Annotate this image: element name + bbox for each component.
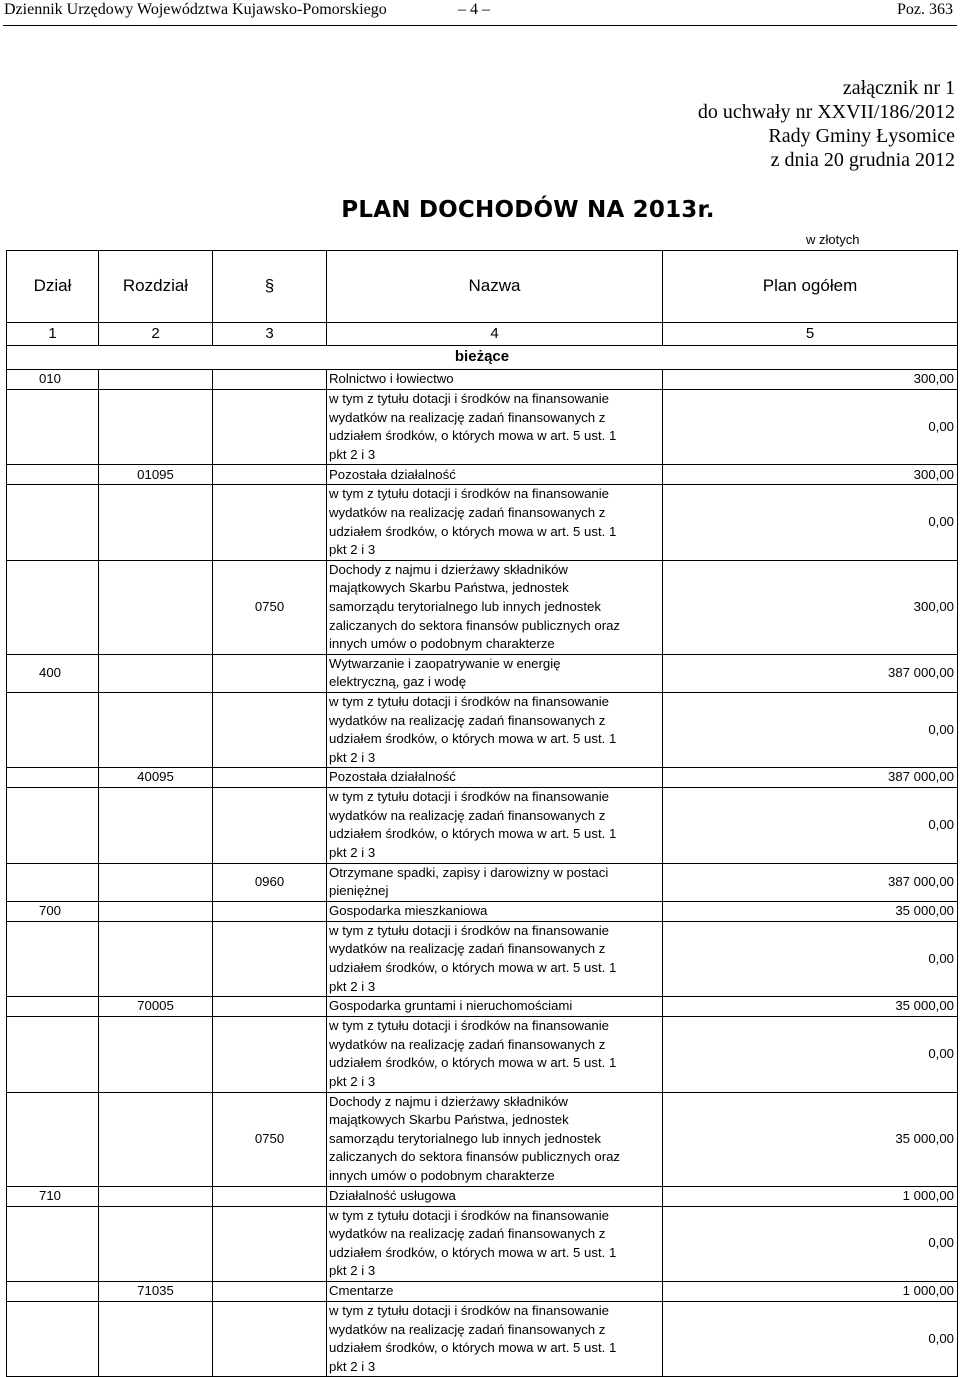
nazwa-cell bbox=[327, 1281, 663, 1301]
dzial-cell bbox=[7, 1301, 99, 1376]
page-number: – 4 – bbox=[458, 1, 490, 18]
dzial-cell bbox=[7, 921, 99, 996]
rozdzial-cell bbox=[99, 390, 213, 465]
nazwa-line: udziałem środków, o których mowa w art. 5 ust. 1 bbox=[329, 428, 617, 444]
nazwa-line: majątkowych Skarbu Państwa, jednostek bbox=[329, 1112, 569, 1128]
paragraf-cell bbox=[213, 997, 327, 1017]
nazwa-line: w tym z tytułu dotacji i środków na finansowanie bbox=[329, 1018, 609, 1034]
rozdzial-cell bbox=[99, 921, 213, 996]
dzial-cell bbox=[7, 485, 99, 560]
plan-amount-cell: 0,00 bbox=[663, 1301, 958, 1376]
nazwa-line: udziałem środków, o których mowa w art. 5 ust. 1 bbox=[329, 960, 617, 976]
paragraf-cell bbox=[213, 921, 327, 996]
dzial-cell: 700 bbox=[7, 901, 99, 921]
nazwa-line: innych umów o podobnym charakterze bbox=[329, 1167, 555, 1183]
paragraf-cell bbox=[213, 485, 327, 560]
nazwa-line: zaliczanych do sektora finansów publicznych oraz bbox=[329, 1149, 621, 1165]
paragraf-cell bbox=[213, 768, 327, 788]
nazwa-cell bbox=[327, 485, 663, 560]
dzial-cell bbox=[7, 1206, 99, 1281]
table-row bbox=[7, 370, 958, 390]
nazwa-line: pkt 2 i 3 bbox=[329, 1263, 376, 1279]
table-row bbox=[7, 997, 958, 1017]
nazwa-line: wydatków na realizację zadań finansowanych z bbox=[329, 712, 606, 728]
nazwa-line: Pozostała działalność bbox=[329, 769, 456, 785]
annex-line-4: z dnia 20 grudnia 2012 bbox=[770, 149, 955, 171]
nazwa-line: udziałem środków, o których mowa w art. 5 ust. 1 bbox=[329, 1244, 617, 1260]
paragraf-cell bbox=[213, 370, 327, 390]
nazwa-line: w tym z tytułu dotacji i środków na finansowanie bbox=[329, 789, 609, 805]
header-plan: Plan ogółem bbox=[663, 251, 958, 323]
nazwa-cell bbox=[327, 1301, 663, 1376]
nazwa-line: wydatków na realizację zadań finansowanych z bbox=[329, 409, 606, 425]
plan-amount-cell: 1 000,00 bbox=[663, 1186, 958, 1206]
annex-line-1: załącznik nr 1 bbox=[842, 77, 955, 99]
dzial-cell bbox=[7, 788, 99, 863]
table-row bbox=[7, 560, 958, 654]
table-row bbox=[7, 863, 958, 901]
table-header-row bbox=[7, 251, 958, 323]
nazwa-line: udziałem środków, o których mowa w art. 5 ust. 1 bbox=[329, 1055, 617, 1071]
paragraf-cell bbox=[213, 390, 327, 465]
nazwa-line: pkt 2 i 3 bbox=[329, 1074, 376, 1089]
nazwa-cell bbox=[327, 768, 663, 788]
dzial-cell bbox=[7, 692, 99, 767]
nazwa-line: Wytwarzanie i zaopatrywanie w energię bbox=[329, 655, 561, 671]
paragraf-cell bbox=[213, 1017, 327, 1092]
rozdzial-cell: 01095 bbox=[99, 465, 213, 485]
table-row bbox=[7, 1092, 958, 1186]
plan-amount-cell: 0,00 bbox=[663, 485, 958, 560]
table-row bbox=[7, 1281, 958, 1301]
plan-amount-cell: 387 000,00 bbox=[663, 654, 958, 692]
table-row bbox=[7, 485, 958, 560]
income-plan-table bbox=[6, 250, 958, 1377]
nazwa-line: wydatków na realizację zadań finansowanych z bbox=[329, 1226, 606, 1242]
nazwa-line: pkt 2 i 3 bbox=[329, 446, 376, 462]
nazwa-line: elektryczną, gaz i wodę bbox=[329, 674, 467, 690]
nazwa-line: Cmentarze bbox=[329, 1283, 394, 1299]
dzial-cell bbox=[7, 465, 99, 485]
paragraf-cell bbox=[213, 1301, 327, 1376]
document-title: PLAN DOCHODÓW NA 2013r. bbox=[341, 197, 715, 223]
dzial-cell bbox=[7, 1092, 99, 1186]
section-row bbox=[7, 346, 958, 370]
rozdzial-cell bbox=[99, 654, 213, 692]
nazwa-cell bbox=[327, 1017, 663, 1092]
plan-amount-cell: 0,00 bbox=[663, 692, 958, 767]
rozdzial-cell bbox=[99, 692, 213, 767]
column-number: 1 bbox=[7, 323, 99, 346]
nazwa-cell bbox=[327, 465, 663, 485]
table-row bbox=[7, 465, 958, 485]
rozdzial-cell bbox=[99, 1206, 213, 1281]
header-nazwa: Nazwa bbox=[327, 251, 663, 323]
dzial-cell bbox=[7, 1281, 99, 1301]
table-row bbox=[7, 1017, 958, 1092]
column-number: 3 bbox=[213, 323, 327, 346]
rozdzial-cell: 70005 bbox=[99, 997, 213, 1017]
nazwa-cell bbox=[327, 788, 663, 863]
dzial-cell bbox=[7, 390, 99, 465]
nazwa-line: w tym z tytułu dotacji i środków na finansowanie bbox=[329, 693, 609, 709]
nazwa-cell bbox=[327, 1186, 663, 1206]
rozdzial-cell bbox=[99, 1186, 213, 1206]
rozdzial-cell bbox=[99, 485, 213, 560]
nazwa-line: samorządu terytorialnego lub innych jednostek bbox=[329, 598, 601, 614]
table-row bbox=[7, 1301, 958, 1376]
nazwa-cell bbox=[327, 863, 663, 901]
rozdzial-cell bbox=[99, 901, 213, 921]
journal-name: Dziennik Urzędowy Województwa Kujawsko-Pomorskiego bbox=[4, 1, 387, 18]
table-row bbox=[7, 692, 958, 767]
plan-amount-cell: 0,00 bbox=[663, 1206, 958, 1281]
dzial-cell bbox=[7, 1017, 99, 1092]
rozdzial-cell: 40095 bbox=[99, 768, 213, 788]
paragraf-cell bbox=[213, 788, 327, 863]
dzial-cell bbox=[7, 863, 99, 901]
nazwa-line: wydatków na realizację zadań finansowanych z bbox=[329, 1036, 606, 1052]
rozdzial-cell: 71035 bbox=[99, 1281, 213, 1301]
paragraf-cell bbox=[213, 692, 327, 767]
nazwa-line: wydatków na realizację zadań finansowanych z bbox=[329, 807, 606, 823]
nazwa-line: Otrzymane spadki, zapisy i darowizny w postaci bbox=[329, 864, 609, 880]
table-row bbox=[7, 901, 958, 921]
nazwa-cell bbox=[327, 370, 663, 390]
nazwa-line: w tym z tytułu dotacji i środków na finansowanie bbox=[329, 1302, 609, 1318]
paragraf-cell bbox=[213, 1186, 327, 1206]
nazwa-cell bbox=[327, 654, 663, 692]
table-row bbox=[7, 1186, 958, 1206]
nazwa-line: w tym z tytułu dotacji i środków na finansowanie bbox=[329, 922, 609, 938]
rozdzial-cell bbox=[99, 1301, 213, 1376]
table-row bbox=[7, 654, 958, 692]
plan-amount-cell: 0,00 bbox=[663, 1017, 958, 1092]
rozdzial-cell bbox=[99, 863, 213, 901]
table-row bbox=[7, 788, 958, 863]
nazwa-line: Dochody z najmu i dzierżawy składników bbox=[329, 561, 568, 577]
table-row bbox=[7, 921, 958, 996]
nazwa-line: majątkowych Skarbu Państwa, jednostek bbox=[329, 580, 569, 596]
plan-amount-cell: 300,00 bbox=[663, 560, 958, 654]
page-header bbox=[0, 0, 960, 27]
dzial-cell bbox=[7, 768, 99, 788]
paragraf-cell bbox=[213, 1206, 327, 1281]
paragraf-cell bbox=[213, 465, 327, 485]
table-row bbox=[7, 768, 958, 788]
header-rule bbox=[3, 25, 957, 26]
header-paragraf: § bbox=[213, 251, 327, 323]
nazwa-line: samorządu terytorialnego lub innych jednostek bbox=[329, 1130, 601, 1146]
nazwa-cell bbox=[327, 997, 663, 1017]
nazwa-line: udziałem środków, o których mowa w art. 5 ust. 1 bbox=[329, 826, 617, 842]
column-number: 5 bbox=[663, 323, 958, 346]
nazwa-line: pkt 2 i 3 bbox=[329, 845, 376, 861]
nazwa-line: Działalność usługowa bbox=[329, 1187, 456, 1203]
paragraf-cell bbox=[213, 654, 327, 692]
annex-reference bbox=[698, 76, 955, 172]
nazwa-cell bbox=[327, 1206, 663, 1281]
nazwa-line: pieniężnej bbox=[329, 883, 389, 899]
column-number: 4 bbox=[327, 323, 663, 346]
dzial-cell bbox=[7, 997, 99, 1017]
paragraf-cell: 0750 bbox=[213, 560, 327, 654]
nazwa-cell bbox=[327, 560, 663, 654]
plan-amount-cell: 1 000,00 bbox=[663, 1281, 958, 1301]
nazwa-line: Rolnictwo i łowiectwo bbox=[329, 371, 454, 387]
nazwa-line: wydatków na realizację zadań finansowanych z bbox=[329, 504, 606, 520]
plan-amount-cell: 0,00 bbox=[663, 390, 958, 465]
currency-unit: w złotych bbox=[806, 232, 860, 247]
plan-amount-cell: 300,00 bbox=[663, 465, 958, 485]
nazwa-line: udziałem środków, o których mowa w art. 5 ust. 1 bbox=[329, 1340, 617, 1356]
header-rozdzial: Rozdział bbox=[99, 251, 213, 323]
table-row bbox=[7, 390, 958, 465]
dzial-cell: 010 bbox=[7, 370, 99, 390]
paragraf-cell: 0960 bbox=[213, 863, 327, 901]
nazwa-cell bbox=[327, 390, 663, 465]
dzial-cell: 710 bbox=[7, 1186, 99, 1206]
nazwa-line: udziałem środków, o których mowa w art. 5 ust. 1 bbox=[329, 523, 617, 539]
nazwa-line: wydatków na realizację zadań finansowanych z bbox=[329, 941, 606, 957]
nazwa-cell bbox=[327, 1092, 663, 1186]
nazwa-line: pkt 2 i 3 bbox=[329, 542, 376, 558]
rozdzial-cell bbox=[99, 1092, 213, 1186]
plan-amount-cell: 35 000,00 bbox=[663, 901, 958, 921]
nazwa-cell bbox=[327, 901, 663, 921]
nazwa-line: w tym z tytułu dotacji i środków na finansowanie bbox=[329, 391, 609, 406]
item-number: Poz. 363 bbox=[897, 1, 953, 18]
rozdzial-cell bbox=[99, 560, 213, 654]
plan-amount-cell: 300,00 bbox=[663, 370, 958, 390]
plan-amount-cell: 35 000,00 bbox=[663, 997, 958, 1017]
nazwa-line: w tym z tytułu dotacji i środków na finansowanie bbox=[329, 1207, 609, 1223]
nazwa-line: Gospodarka gruntami i nieruchomościami bbox=[329, 998, 573, 1014]
nazwa-cell bbox=[327, 921, 663, 996]
plan-amount-cell: 35 000,00 bbox=[663, 1092, 958, 1186]
section-label: bieżące bbox=[7, 346, 958, 370]
nazwa-line: Dochody z najmu i dzierżawy składników bbox=[329, 1093, 568, 1109]
column-number-row bbox=[7, 323, 958, 346]
table-row bbox=[7, 1206, 958, 1281]
rozdzial-cell bbox=[99, 370, 213, 390]
nazwa-line: pkt 2 i 3 bbox=[329, 749, 376, 765]
nazwa-line: udziałem środków, o których mowa w art. 5 ust. 1 bbox=[329, 731, 617, 747]
nazwa-line: innych umów o podobnym charakterze bbox=[329, 636, 555, 652]
nazwa-line: Pozostała działalność bbox=[329, 466, 456, 482]
annex-line-2: do uchwały nr XXVII/186/2012 bbox=[697, 101, 955, 123]
paragraf-cell bbox=[213, 901, 327, 921]
dzial-cell bbox=[7, 560, 99, 654]
nazwa-line: w tym z tytułu dotacji i środków na finansowanie bbox=[329, 486, 609, 502]
plan-amount-cell: 0,00 bbox=[663, 788, 958, 863]
annex-line-3: Rady Gminy Łysomice bbox=[768, 125, 955, 147]
paragraf-cell: 0750 bbox=[213, 1092, 327, 1186]
header-dzial: Dział bbox=[7, 251, 99, 323]
nazwa-line: pkt 2 i 3 bbox=[329, 1358, 376, 1374]
nazwa-line: pkt 2 i 3 bbox=[329, 978, 376, 994]
paragraf-cell bbox=[213, 1281, 327, 1301]
plan-amount-cell: 387 000,00 bbox=[663, 863, 958, 901]
plan-amount-cell: 387 000,00 bbox=[663, 768, 958, 788]
nazwa-line: wydatków na realizację zadań finansowanych z bbox=[329, 1321, 606, 1337]
rozdzial-cell bbox=[99, 1017, 213, 1092]
rozdzial-cell bbox=[99, 788, 213, 863]
plan-amount-cell: 0,00 bbox=[663, 921, 958, 996]
dzial-cell: 400 bbox=[7, 654, 99, 692]
nazwa-line: zaliczanych do sektora finansów publicznych oraz bbox=[329, 617, 621, 633]
nazwa-line: Gospodarka mieszkaniowa bbox=[329, 903, 488, 919]
column-number: 2 bbox=[99, 323, 213, 346]
nazwa-cell bbox=[327, 692, 663, 767]
